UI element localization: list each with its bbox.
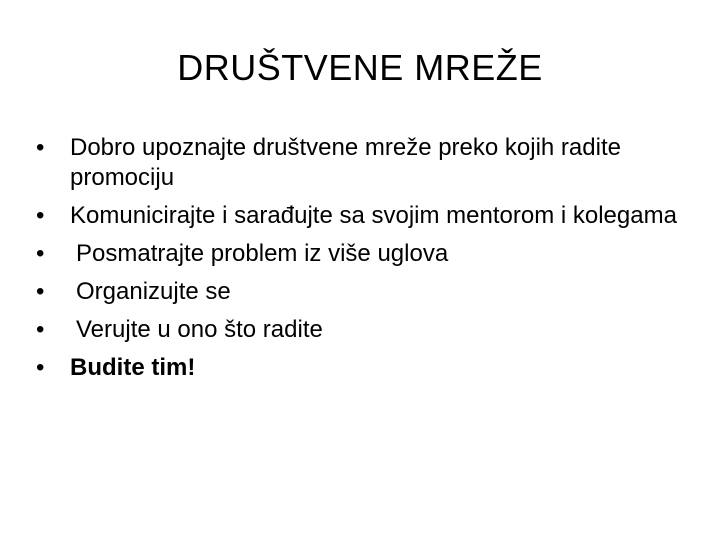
bullet-text: Verujte u ono što radite [76,316,323,343]
bullet-text: Posmatrajte problem iz više uglova [76,240,449,267]
bullet-item [36,353,686,383]
bullet-text: Dobro upoznajte društvene mreže preko kojih radite promociju [70,134,621,191]
bullet-text: Komunicirajte i sarađujte sa svojim mentorom i kolegama [70,202,677,229]
bullet-item [36,315,686,345]
bullet-item [36,133,686,193]
bullet-dot-icon: • [36,278,45,305]
slide-title: DRUŠTVENE MREŽE [177,47,543,88]
bullet-dot-icon: • [36,134,45,161]
bullet-list [36,133,686,391]
bullet-item [36,239,686,269]
bullet-text: Budite tim! [70,354,196,381]
bullet-item [36,277,686,307]
bullet-dot-icon: • [36,354,45,381]
bullet-item [36,201,686,231]
bullet-text: Organizujte se [76,278,231,305]
bullet-dot-icon: • [36,316,45,343]
bullet-dot-icon: • [36,202,45,229]
bullet-dot-icon: • [36,240,45,267]
